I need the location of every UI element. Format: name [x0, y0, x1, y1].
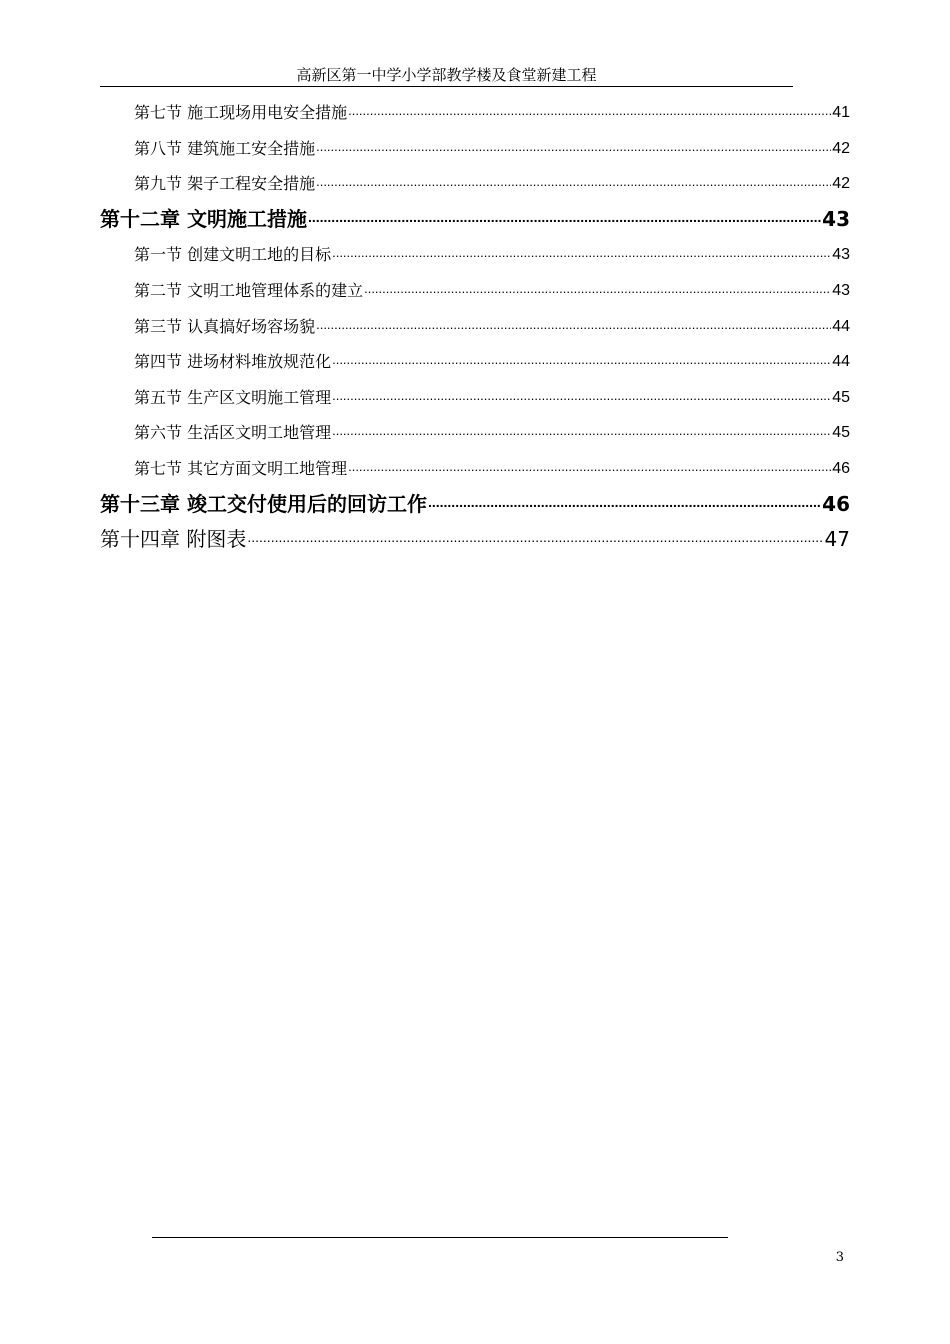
toc-entry-label: 第二节 文明工地管理体系的建立: [134, 280, 364, 300]
toc-entry-label: 第五节 生产区文明施工管理: [134, 387, 332, 407]
toc-dot-leader: [332, 342, 831, 378]
toc-entry[interactable]: [100, 451, 850, 487]
toc-entry[interactable]: [100, 344, 850, 380]
toc-entry-label: 第三节 认真搞好场容场貌: [134, 316, 316, 336]
toc-entry-label: 第六节 生活区文明工地管理: [134, 423, 332, 443]
toc-entry-label: 第九节 架子工程安全措施: [134, 174, 316, 194]
toc-dot-leader: [316, 129, 831, 165]
toc-entry[interactable]: [100, 95, 850, 131]
toc-entry-label: 第一节 创建文明工地的目标: [134, 245, 332, 265]
toc-dot-leader: [316, 307, 831, 343]
toc-entry-page: 44: [832, 317, 850, 335]
toc-dot-leader: [332, 413, 831, 449]
toc-entry-page: 45: [832, 424, 850, 442]
toc-chapter-entry[interactable]: [100, 487, 850, 523]
toc-dot-leader: [428, 485, 821, 521]
toc-entry-label: 第十三章 竣工交付使用后的回访工作: [100, 491, 427, 516]
toc-entry-page: 45: [832, 388, 850, 406]
toc-dot-leader: [348, 449, 831, 485]
toc-entry-page: 43: [832, 281, 850, 299]
toc-entry-label: 第四节 进场材料堆放规范化: [134, 352, 332, 372]
toc-dot-leader: [308, 200, 821, 236]
header-rule: [100, 86, 793, 87]
toc-entry-label: 第十四章 附图表: [100, 527, 247, 552]
toc-entry-page: 43: [822, 206, 850, 231]
toc-entry-page: 46: [832, 459, 850, 477]
toc-entry[interactable]: [100, 415, 850, 451]
toc-entry-page: 42: [832, 139, 850, 157]
toc-entry-page: 42: [832, 175, 850, 193]
toc-entry-label: 第十二章 文明施工措施: [100, 206, 307, 231]
toc-entry-label: 第七节 其它方面文明工地管理: [134, 458, 348, 478]
toc-entry[interactable]: [100, 131, 850, 167]
page-number: 3: [835, 1250, 844, 1265]
toc-dot-leader: [348, 93, 831, 129]
toc-entry-page: 43: [832, 246, 850, 264]
toc-entry[interactable]: [100, 309, 850, 345]
toc-entry-page: 47: [824, 527, 850, 552]
toc-dot-leader: [332, 378, 831, 414]
toc-dot-leader: [364, 271, 831, 307]
toc-dot-leader: [316, 164, 831, 200]
toc-entry[interactable]: [100, 380, 850, 416]
footer-rule: [152, 1237, 728, 1238]
toc-entry-label: 第八节 建筑施工安全措施: [134, 138, 316, 158]
toc-entry[interactable]: [100, 166, 850, 202]
toc-entry-page: 44: [832, 353, 850, 371]
table-of-contents: [100, 95, 850, 558]
header-title: 高新区第一中学小学部教学楼及食堂新建工程: [296, 66, 597, 84]
toc-entry-page: 46: [822, 491, 850, 516]
toc-entry[interactable]: [100, 237, 850, 273]
toc-dot-leader: [332, 235, 831, 271]
toc-dot-leader: [247, 520, 823, 556]
toc-entry-page: 41: [832, 104, 850, 121]
toc-chapter-entry[interactable]: [100, 522, 850, 558]
toc-chapter-entry[interactable]: [100, 202, 850, 238]
toc-entry-label: 第七节 施工现场用电安全措施: [134, 103, 348, 122]
toc-entry[interactable]: [100, 273, 850, 309]
